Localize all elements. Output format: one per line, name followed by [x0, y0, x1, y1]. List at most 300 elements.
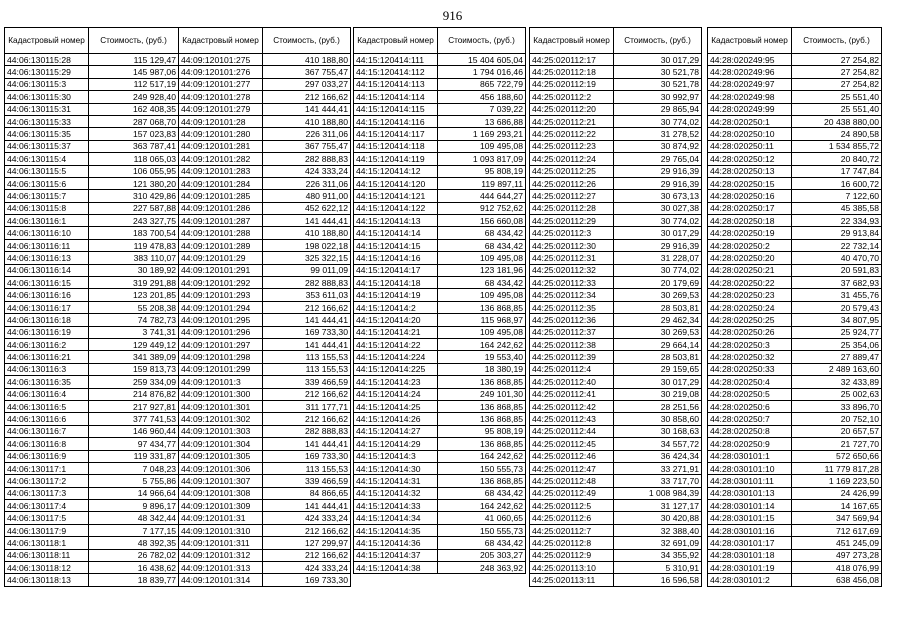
table-row: [708, 91, 882, 103]
cost-value: 183 700,54: [89, 227, 179, 239]
table-row: [5, 413, 179, 425]
table-row: [354, 462, 526, 474]
cadastral-number: 44:28:020250:17: [708, 202, 792, 214]
cost-value: 20 579,43: [792, 301, 882, 313]
cost-value: 115 129,47: [89, 54, 179, 66]
cadastral-number: 44:09:120101:314: [179, 574, 263, 586]
table-row: [354, 264, 526, 276]
cadastral-number: 44:15:120414:121: [354, 190, 438, 202]
cadastral-number: 44:28:030101:1: [708, 450, 792, 462]
cadastral-number: 44:28:030101:19: [708, 562, 792, 574]
cost-value: 31 278,52: [614, 128, 702, 140]
cost-value: 34 557,72: [614, 438, 702, 450]
cost-value: 24 890,58: [792, 128, 882, 140]
cost-value: 33 717,70: [614, 475, 702, 487]
cost-value: 169 733,30: [263, 450, 351, 462]
cost-value: 29 462,34: [614, 314, 702, 326]
cadastral-number: 44:06:130117:9: [5, 524, 89, 536]
cost-value: 456 188,60: [438, 91, 526, 103]
cost-value: 282 888,83: [263, 153, 351, 165]
cost-value: 129 449,12: [89, 338, 179, 350]
table-row: [354, 450, 526, 462]
table-row: [708, 252, 882, 264]
cadastral-number: 44:25:020112:22: [530, 128, 614, 140]
cadastral-number: 44:25:020112:29: [530, 215, 614, 227]
cost-value: 30 774,02: [614, 264, 702, 276]
cadastral-number: 44:09:120101:284: [179, 177, 263, 189]
cost-value: 162 408,35: [89, 103, 179, 115]
cadastral-number: 44:06:130115:3: [5, 78, 89, 90]
cost-value: 28 503,81: [614, 301, 702, 313]
cost-value: 367 755,47: [263, 140, 351, 152]
table-row: [5, 277, 179, 289]
table-row: [530, 252, 702, 264]
cost-value: 136 868,85: [438, 301, 526, 313]
cost-value: 22 334,93: [792, 215, 882, 227]
cadastre-table-5: [707, 27, 882, 587]
cost-value: 424 333,24: [263, 512, 351, 524]
table-row: [179, 264, 351, 276]
cadastral-number: 44:28:020250:6: [708, 400, 792, 412]
table-row: [354, 363, 526, 375]
cadastral-number: 44:15:120414:115: [354, 103, 438, 115]
table-row: [708, 115, 882, 127]
cost-value: 311 177,71: [263, 400, 351, 412]
table-row: [179, 400, 351, 412]
cost-value: 30 874,92: [614, 140, 702, 152]
cadastral-number: 44:25:020112:30: [530, 239, 614, 251]
cadastral-number: 44:09:120101:313: [179, 562, 263, 574]
table-row: [708, 314, 882, 326]
cadastral-number: 44:15:120414:113: [354, 78, 438, 90]
cost-value: 136 868,85: [438, 438, 526, 450]
cost-value: 30 219,08: [614, 388, 702, 400]
table-row: [5, 487, 179, 499]
cost-value: 29 916,39: [614, 177, 702, 189]
cost-value: 164 242,62: [438, 500, 526, 512]
cadastral-number: 44:06:130115:7: [5, 190, 89, 202]
cost-value: 226 311,06: [263, 177, 351, 189]
cadastral-number: 44:25:020112:45: [530, 438, 614, 450]
cost-value: 119 331,87: [89, 450, 179, 462]
table-row: [179, 153, 351, 165]
cost-value: 30 521,78: [614, 66, 702, 78]
cost-value: 21 727,70: [792, 438, 882, 450]
table-row: [708, 524, 882, 536]
table-row: [708, 202, 882, 214]
table-row: [530, 425, 702, 437]
cadastral-number: 44:25:020112:26: [530, 177, 614, 189]
table-row: [354, 289, 526, 301]
cadastral-number: 44:15:120414:34: [354, 512, 438, 524]
cost-value: 25 551,40: [792, 91, 882, 103]
cadastral-number: 44:09:120101:277: [179, 78, 263, 90]
cadastral-number: 44:15:120414:112: [354, 66, 438, 78]
cadastral-number: 44:06:130115:28: [5, 54, 89, 66]
cost-value: 367 755,47: [263, 66, 351, 78]
cadastral-number: 44:25:020112:40: [530, 376, 614, 388]
cost-value: 15 404 605,04: [438, 54, 526, 66]
cost-value: 29 916,39: [614, 165, 702, 177]
cadastral-number: 44:15:120414:19: [354, 289, 438, 301]
cost-value: 29 664,14: [614, 338, 702, 350]
table-row: [530, 301, 702, 313]
page-number: 916: [442, 8, 463, 23]
cost-value: 106 055,95: [89, 165, 179, 177]
cadastral-number: 44:06:130116:1: [5, 215, 89, 227]
cost-value: 451 245,09: [792, 537, 882, 549]
cost-value: 127 299,97: [263, 537, 351, 549]
table-row: [179, 202, 351, 214]
cadastral-number: 44:09:120101:31: [179, 512, 263, 524]
cost-value: 30 017,29: [614, 54, 702, 66]
cadastral-number: 44:06:130115:29: [5, 66, 89, 78]
table-row: [5, 301, 179, 313]
cadastral-number: 44:15:120414:116: [354, 115, 438, 127]
table-row: [708, 500, 882, 512]
cadastral-number: 44:28:020250:10: [708, 128, 792, 140]
cost-value: 22 732,14: [792, 239, 882, 251]
table-row: [179, 438, 351, 450]
cadastral-number: 44:25:020112:36: [530, 314, 614, 326]
cost-value: 20 657,57: [792, 425, 882, 437]
table-row: [530, 562, 702, 574]
cost-value: 227 587,88: [89, 202, 179, 214]
cost-value: 297 033,27: [263, 78, 351, 90]
table-row: [354, 400, 526, 412]
cost-value: 217 927,81: [89, 400, 179, 412]
cost-value: 29 865,94: [614, 103, 702, 115]
table-row: [530, 438, 702, 450]
cadastral-number: 44:06:130116:10: [5, 227, 89, 239]
cadastral-number: 44:15:120414:3: [354, 450, 438, 462]
cadastral-number: 44:09:120101:280: [179, 128, 263, 140]
table-row: [179, 289, 351, 301]
table-row: [708, 103, 882, 115]
table-row: [354, 54, 526, 66]
cost-value: 34 355,92: [614, 549, 702, 561]
cadastral-number: 44:09:120101:312: [179, 549, 263, 561]
cost-value: 20 179,69: [614, 277, 702, 289]
table-row: [5, 537, 179, 549]
cost-value: 452 622,12: [263, 202, 351, 214]
table-row: [708, 227, 882, 239]
table-row: [354, 227, 526, 239]
table-row: [530, 400, 702, 412]
cost-value: 68 434,42: [438, 277, 526, 289]
table-row: [354, 115, 526, 127]
table-row: [354, 438, 526, 450]
table-row: [708, 190, 882, 202]
cadastral-number: 44:09:120101:291: [179, 264, 263, 276]
cost-value: 497 273,28: [792, 549, 882, 561]
cadastral-number: 44:15:120414:119: [354, 153, 438, 165]
cadastral-number: 44:25:020112:9: [530, 549, 614, 561]
cadastral-number: 44:09:120101:283: [179, 165, 263, 177]
cost-value: 410 188,80: [263, 227, 351, 239]
cadastral-number: 44:09:120101:286: [179, 202, 263, 214]
table-row: [354, 140, 526, 152]
cost-value: 32 433,89: [792, 376, 882, 388]
cost-value: 243 327,75: [89, 215, 179, 227]
cadastral-number: 44:06:130117:2: [5, 475, 89, 487]
cadastral-number: 44:06:130117:5: [5, 512, 89, 524]
cost-value: 410 188,80: [263, 115, 351, 127]
table-row: [179, 549, 351, 561]
table-row: [530, 264, 702, 276]
cost-value: 865 722,79: [438, 78, 526, 90]
cost-value: 212 166,62: [263, 301, 351, 313]
cadastral-number: 44:25:020112:31: [530, 252, 614, 264]
cadastral-number: 44:09:120101:301: [179, 400, 263, 412]
cadastral-number: 44:06:130116:5: [5, 400, 89, 412]
table-row: [530, 314, 702, 326]
cost-value: 259 334,09: [89, 376, 179, 388]
table-row: [354, 351, 526, 363]
cost-value: 347 569,94: [792, 512, 882, 524]
cost-value: 282 888,83: [263, 425, 351, 437]
cadastral-number: 44:15:120414:30: [354, 462, 438, 474]
table-row: [708, 487, 882, 499]
cadastral-number: 44:15:120414:32: [354, 487, 438, 499]
table-row: [179, 165, 351, 177]
cost-value: 1 169 223,50: [792, 475, 882, 487]
cadastral-number: 44:25:020112:41: [530, 388, 614, 400]
cost-value: 18 380,19: [438, 363, 526, 375]
cadastral-number: 44:09:120101:281: [179, 140, 263, 152]
table-row: [179, 376, 351, 388]
cost-value: 249 101,30: [438, 388, 526, 400]
table-row: [179, 78, 351, 90]
cost-value: 5 310,91: [614, 562, 702, 574]
table-row: [5, 574, 179, 586]
cadastral-number: 44:09:120101:302: [179, 413, 263, 425]
cost-value: 25 354,06: [792, 338, 882, 350]
cadastral-number: 44:28:020249:98: [708, 91, 792, 103]
cost-value: 7 048,23: [89, 462, 179, 474]
table-row: [530, 66, 702, 78]
cadastral-number: 44:28:020250:33: [708, 363, 792, 375]
table-row: [354, 252, 526, 264]
cadastral-number: 44:25:020112:47: [530, 462, 614, 474]
cost-value: 214 876,82: [89, 388, 179, 400]
table-row: [179, 252, 351, 264]
cadastral-number: 44:06:130118:13: [5, 574, 89, 586]
cadastral-number: 44:28:020250:11: [708, 140, 792, 152]
table-row: [354, 66, 526, 78]
cadastral-number: 44:25:020112:21: [530, 115, 614, 127]
cost-value: 30 189,92: [89, 264, 179, 276]
table-row: [354, 239, 526, 251]
cadastral-number: 44:28:030101:18: [708, 549, 792, 561]
table-row: [354, 512, 526, 524]
table-row: [354, 388, 526, 400]
table-row: [708, 165, 882, 177]
table-row: [5, 450, 179, 462]
cadastral-number: 44:06:130115:5: [5, 165, 89, 177]
cadastral-number: 44:25:020112:44: [530, 425, 614, 437]
cadastral-number: 44:28:020250:22: [708, 277, 792, 289]
cadastral-number: 44:25:020112:48: [530, 475, 614, 487]
table-row: [5, 376, 179, 388]
table-row: [179, 475, 351, 487]
cost-value: 287 068,70: [89, 115, 179, 127]
table-row: [5, 177, 179, 189]
table-row: [179, 574, 351, 586]
table-row: [179, 301, 351, 313]
cadastral-number: 44:06:130116:21: [5, 351, 89, 363]
cadastral-number: 44:06:130116:11: [5, 239, 89, 251]
cadastral-number: 44:09:120101:293: [179, 289, 263, 301]
cost-value: 121 380,20: [89, 177, 179, 189]
cost-value: 99 011,09: [263, 264, 351, 276]
table-row: [5, 524, 179, 536]
cost-value: 34 807,95: [792, 314, 882, 326]
cadastral-number: 44:15:120414:38: [354, 562, 438, 574]
header-number: Кадастровый номер: [530, 28, 614, 54]
cadastre-table-2: [178, 27, 351, 587]
table-row: [354, 215, 526, 227]
table-row: [530, 103, 702, 115]
cadastral-number: 44:28:020250:23: [708, 289, 792, 301]
table-row: [354, 537, 526, 549]
table-row: [5, 326, 179, 338]
cost-value: 30 992,97: [614, 91, 702, 103]
table-row: [708, 549, 882, 561]
cost-value: 363 787,41: [89, 140, 179, 152]
cadastral-number: 44:28:030101:17: [708, 537, 792, 549]
cost-value: 24 426,99: [792, 487, 882, 499]
cadastral-number: 44:28:020250:9: [708, 438, 792, 450]
cadastral-number: 44:09:120101:279: [179, 103, 263, 115]
cost-value: 226 311,06: [263, 128, 351, 140]
cadastral-number: 44:25:020112:49: [530, 487, 614, 499]
cadastral-number: 44:25:020112:4: [530, 363, 614, 375]
table-row: [708, 301, 882, 313]
table-row: [708, 277, 882, 289]
cadastral-number: 44:09:120101:294: [179, 301, 263, 313]
table-row: [708, 400, 882, 412]
table-row: [5, 388, 179, 400]
table-row: [708, 289, 882, 301]
cadastral-number: 44:09:120101:276: [179, 66, 263, 78]
cadastral-number: 44:28:020250:26: [708, 326, 792, 338]
cost-value: 19 553,40: [438, 351, 526, 363]
cost-value: 28 503,81: [614, 351, 702, 363]
table-row: [5, 66, 179, 78]
cadastral-number: 44:15:120414:18: [354, 277, 438, 289]
cadastral-number: 44:25:020112:18: [530, 66, 614, 78]
cadastral-number: 44:09:120101:29: [179, 252, 263, 264]
cadastral-number: 44:06:130116:9: [5, 450, 89, 462]
table-row: [708, 66, 882, 78]
cost-value: 30 027,38: [614, 202, 702, 214]
cost-value: 30 858,60: [614, 413, 702, 425]
cost-value: 141 444,41: [263, 500, 351, 512]
cost-value: 912 752,62: [438, 202, 526, 214]
cost-value: 30 269,53: [614, 326, 702, 338]
table-row: [179, 103, 351, 115]
cadastral-number: 44:28:020250:1: [708, 115, 792, 127]
cadastral-number: 44:25:020113:11: [530, 574, 614, 586]
cadastral-number: 44:28:020250:16: [708, 190, 792, 202]
table-row: [708, 363, 882, 375]
cost-value: 249 928,40: [89, 91, 179, 103]
cadastral-number: 44:15:120414:21: [354, 326, 438, 338]
cadastral-number: 44:06:130115:31: [5, 103, 89, 115]
cost-value: 16 596,58: [614, 574, 702, 586]
header-number: Кадастровый номер: [354, 28, 438, 54]
table-row: [354, 78, 526, 90]
cost-value: 2 489 163,60: [792, 363, 882, 375]
cadastral-number: 44:25:020112:17: [530, 54, 614, 66]
cost-value: 32 691,09: [614, 537, 702, 549]
cadastral-number: 44:09:120101:306: [179, 462, 263, 474]
cost-value: 36 424,34: [614, 450, 702, 462]
cost-value: 11 779 817,28: [792, 462, 882, 474]
cost-value: 444 644,27: [438, 190, 526, 202]
table-row: [708, 537, 882, 549]
cost-value: 30 168,63: [614, 425, 702, 437]
cost-value: 95 808,19: [438, 425, 526, 437]
table-row: [708, 326, 882, 338]
cadastral-number: 44:28:020250:3: [708, 338, 792, 350]
table-row: [530, 537, 702, 549]
table-row: [179, 54, 351, 66]
cost-value: 118 065,03: [89, 153, 179, 165]
cost-value: 353 611,03: [263, 289, 351, 301]
table-row: [530, 190, 702, 202]
cadastral-number: 44:15:120414:14: [354, 227, 438, 239]
cadastral-number: 44:06:130117:1: [5, 462, 89, 474]
cost-value: 383 110,07: [89, 252, 179, 264]
cadastral-number: 44:09:120101:288: [179, 227, 263, 239]
table-row: [5, 363, 179, 375]
cadastral-number: 44:15:120414:13: [354, 215, 438, 227]
table-row: [708, 413, 882, 425]
table-row: [708, 562, 882, 574]
table-row: [5, 264, 179, 276]
cost-value: 30 774,02: [614, 115, 702, 127]
table-row: [5, 115, 179, 127]
table-row: [5, 215, 179, 227]
table-row: [530, 351, 702, 363]
cost-value: 25 924,77: [792, 326, 882, 338]
cadastral-number: 44:28:020250:19: [708, 227, 792, 239]
cost-value: 109 495,08: [438, 289, 526, 301]
table-row: [5, 338, 179, 350]
cadastral-number: 44:06:130117:3: [5, 487, 89, 499]
table-row: [708, 462, 882, 474]
cadastral-number: 44:09:120101:295: [179, 314, 263, 326]
cadastral-number: 44:15:120414:23: [354, 376, 438, 388]
cost-value: 146 960,44: [89, 425, 179, 437]
cadastral-number: 44:15:120414:111: [354, 54, 438, 66]
cadastral-number: 44:09:120101:278: [179, 91, 263, 103]
table-row: [179, 140, 351, 152]
cost-value: 29 765,04: [614, 153, 702, 165]
cadastral-number: 44:25:020112:6: [530, 512, 614, 524]
cost-value: 20 840,72: [792, 153, 882, 165]
table-row: [354, 91, 526, 103]
cost-value: 198 022,18: [263, 239, 351, 251]
table-row: [530, 338, 702, 350]
cadastral-number: 44:25:020112:33: [530, 277, 614, 289]
table-row: [5, 252, 179, 264]
cadastral-number: 44:09:120101:292: [179, 277, 263, 289]
cost-value: 97 434,77: [89, 438, 179, 450]
cadastral-number: 44:09:120101:308: [179, 487, 263, 499]
